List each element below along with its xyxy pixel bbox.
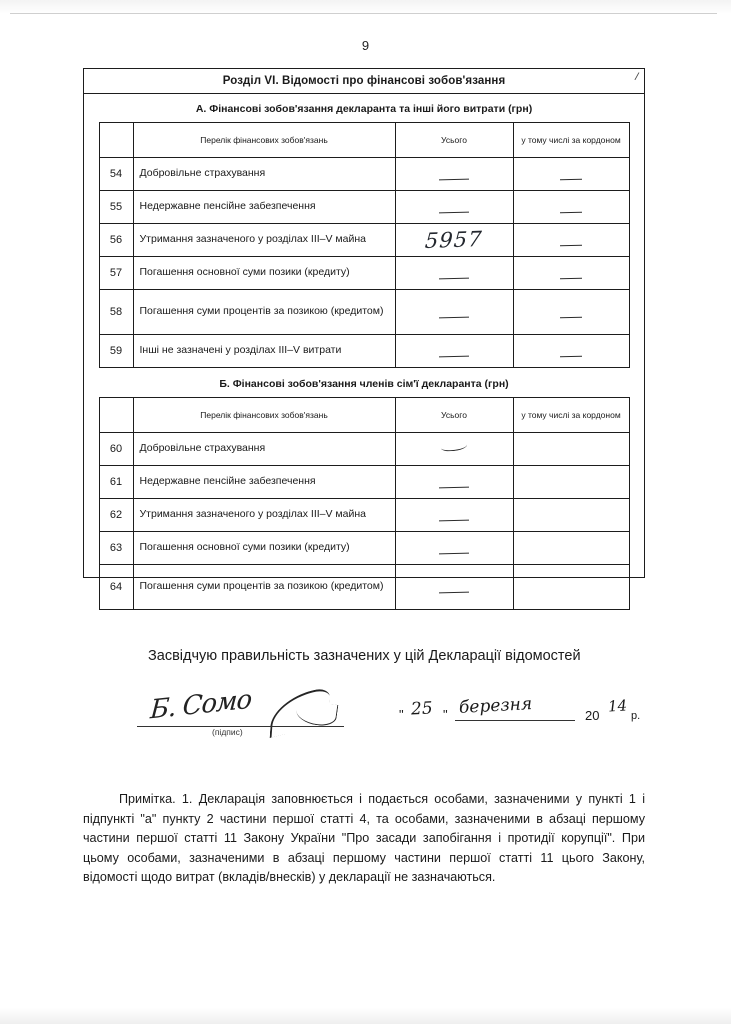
scan-edge-top — [0, 0, 731, 14]
part-a-table — [99, 122, 630, 368]
row-number: 58 — [99, 290, 133, 335]
date-month: березня — [458, 694, 533, 718]
row-abroad-value[interactable] — [513, 433, 629, 466]
scan-line-top — [10, 13, 717, 14]
row-label: Утримання зазначеного у розділах III–V майна — [133, 499, 395, 532]
date-quote-open: " — [399, 707, 404, 722]
header-total: Усього — [395, 123, 513, 158]
date-month-line — [455, 720, 575, 721]
header-total-text: Усього — [441, 409, 467, 420]
date-quote-close: " — [443, 707, 448, 722]
row-label: Недержавне пенсійне забезпечення — [133, 191, 395, 224]
table-row — [99, 532, 629, 565]
row-label: Погашення основної суми позики (кредиту) — [133, 257, 395, 290]
row-label: Утримання зазначеного у розділах III–V майна — [133, 224, 395, 257]
row-number: 56 — [99, 224, 133, 257]
row-abroad-value[interactable] — [513, 466, 629, 499]
table-row — [99, 565, 629, 610]
certification-statement: Засвідчую правильність зазначених у цій Декларації відомостей — [148, 648, 581, 664]
note-block — [83, 790, 645, 888]
scan-edge-bottom — [0, 1008, 731, 1024]
date-year-mark: р. — [631, 710, 641, 722]
table-header-row — [99, 398, 629, 433]
row-total-value[interactable] — [395, 433, 513, 466]
table-row — [99, 466, 629, 499]
table-header-row — [99, 123, 629, 158]
row-label: Інші не зазначені у розділах III–V витрати — [133, 335, 395, 368]
row-total-value[interactable] — [395, 224, 513, 257]
row-total-value[interactable] — [395, 499, 513, 532]
date-year-suffix: 14 — [607, 696, 628, 716]
header-label: Перелік фінансових зобов'язань — [133, 123, 395, 158]
section-title: Розділ VI. Відомості про фінансові зобов'язання — [84, 69, 644, 94]
row-total-value[interactable] — [395, 532, 513, 565]
row-abroad-value[interactable] — [513, 158, 629, 191]
note-label: Примітка. — [119, 792, 176, 806]
row-number: 63 — [99, 532, 133, 565]
row-number: 60 — [99, 433, 133, 466]
row-number: 64 — [99, 565, 133, 610]
table-row — [99, 433, 629, 466]
signature-caption: (підпис) — [212, 727, 243, 737]
row-abroad-value[interactable] — [513, 290, 629, 335]
row-label: Недержавне пенсійне забезпечення — [133, 466, 395, 499]
row-number: 61 — [99, 466, 133, 499]
row-total-value[interactable] — [395, 290, 513, 335]
note-text: Декларація заповнюється і подається особами, зазначеними у пункті 1 і підпункті "а" пункту 2 частини першої статті 4, та особами, зазначеними в абзаці першому частини першої статті 11 Закону України "Про засади запобігання і протидії корупції". При цьому особами, зазначеними в абзаці першому частини першої статті 11 цього Закону, відомості щодо витрат (вкладів/внесків) у декларації не зазначаються. — [83, 792, 645, 885]
row-abroad-value[interactable] — [513, 499, 629, 532]
row-total-value[interactable] — [395, 466, 513, 499]
row-label: Добровільне страхування — [133, 158, 395, 191]
row-label: Добровільне страхування — [133, 433, 395, 466]
row-total-value[interactable] — [395, 158, 513, 191]
row-number: 62 — [99, 499, 133, 532]
table-row — [99, 499, 629, 532]
table-row — [99, 290, 629, 335]
row-number: 59 — [99, 335, 133, 368]
table-row — [99, 224, 629, 257]
row-total-value[interactable] — [395, 335, 513, 368]
row-number: 55 — [99, 191, 133, 224]
pen-tick-mark: / — [633, 70, 640, 84]
date-year-prefix: 20 — [585, 708, 600, 723]
row-total-value[interactable] — [395, 191, 513, 224]
table-row — [99, 158, 629, 191]
row-abroad-value[interactable] — [513, 224, 629, 257]
table-row — [99, 257, 629, 290]
row-label: Погашення суми процентів за позикою (кредитом) — [133, 290, 395, 335]
header-abroad: у тому числі за кордоном — [513, 398, 629, 433]
row-abroad-value[interactable] — [513, 335, 629, 368]
row-abroad-value[interactable] — [513, 257, 629, 290]
row-number: 54 — [99, 158, 133, 191]
page-number: 9 — [361, 38, 370, 53]
header-abroad: у тому числі за кордоном — [513, 123, 629, 158]
row-abroad-value[interactable] — [513, 565, 629, 610]
form-frame — [83, 68, 645, 593]
header-num-cell — [99, 398, 133, 433]
date-day: 25 — [410, 698, 434, 720]
row-number: 57 — [99, 257, 133, 290]
header-num-cell — [99, 123, 133, 158]
table-row — [99, 191, 629, 224]
row-label: Погашення основної суми позики (кредиту) — [133, 532, 395, 565]
handwritten-amount: 5957 — [424, 226, 484, 254]
row-total-value[interactable] — [395, 257, 513, 290]
signature-handwriting: Б. Сомо — [149, 684, 253, 726]
header-label: Перелік фінансових зобов'язань — [133, 398, 395, 433]
row-abroad-value[interactable] — [513, 532, 629, 565]
row-abroad-value[interactable] — [513, 191, 629, 224]
part-a-title: А. Фінансові зобов'язання декларанта та інші його витрати (грн) — [195, 103, 533, 115]
row-total-value[interactable] — [395, 565, 513, 610]
part-b-title: Б. Фінансові зобов'язання членів сім'ї декларанта (грн) — [219, 378, 509, 390]
table-row — [99, 335, 629, 368]
row-label: Погашення суми процентів за позикою (кредитом) — [133, 565, 395, 610]
note-item-number: 1. — [181, 792, 193, 806]
